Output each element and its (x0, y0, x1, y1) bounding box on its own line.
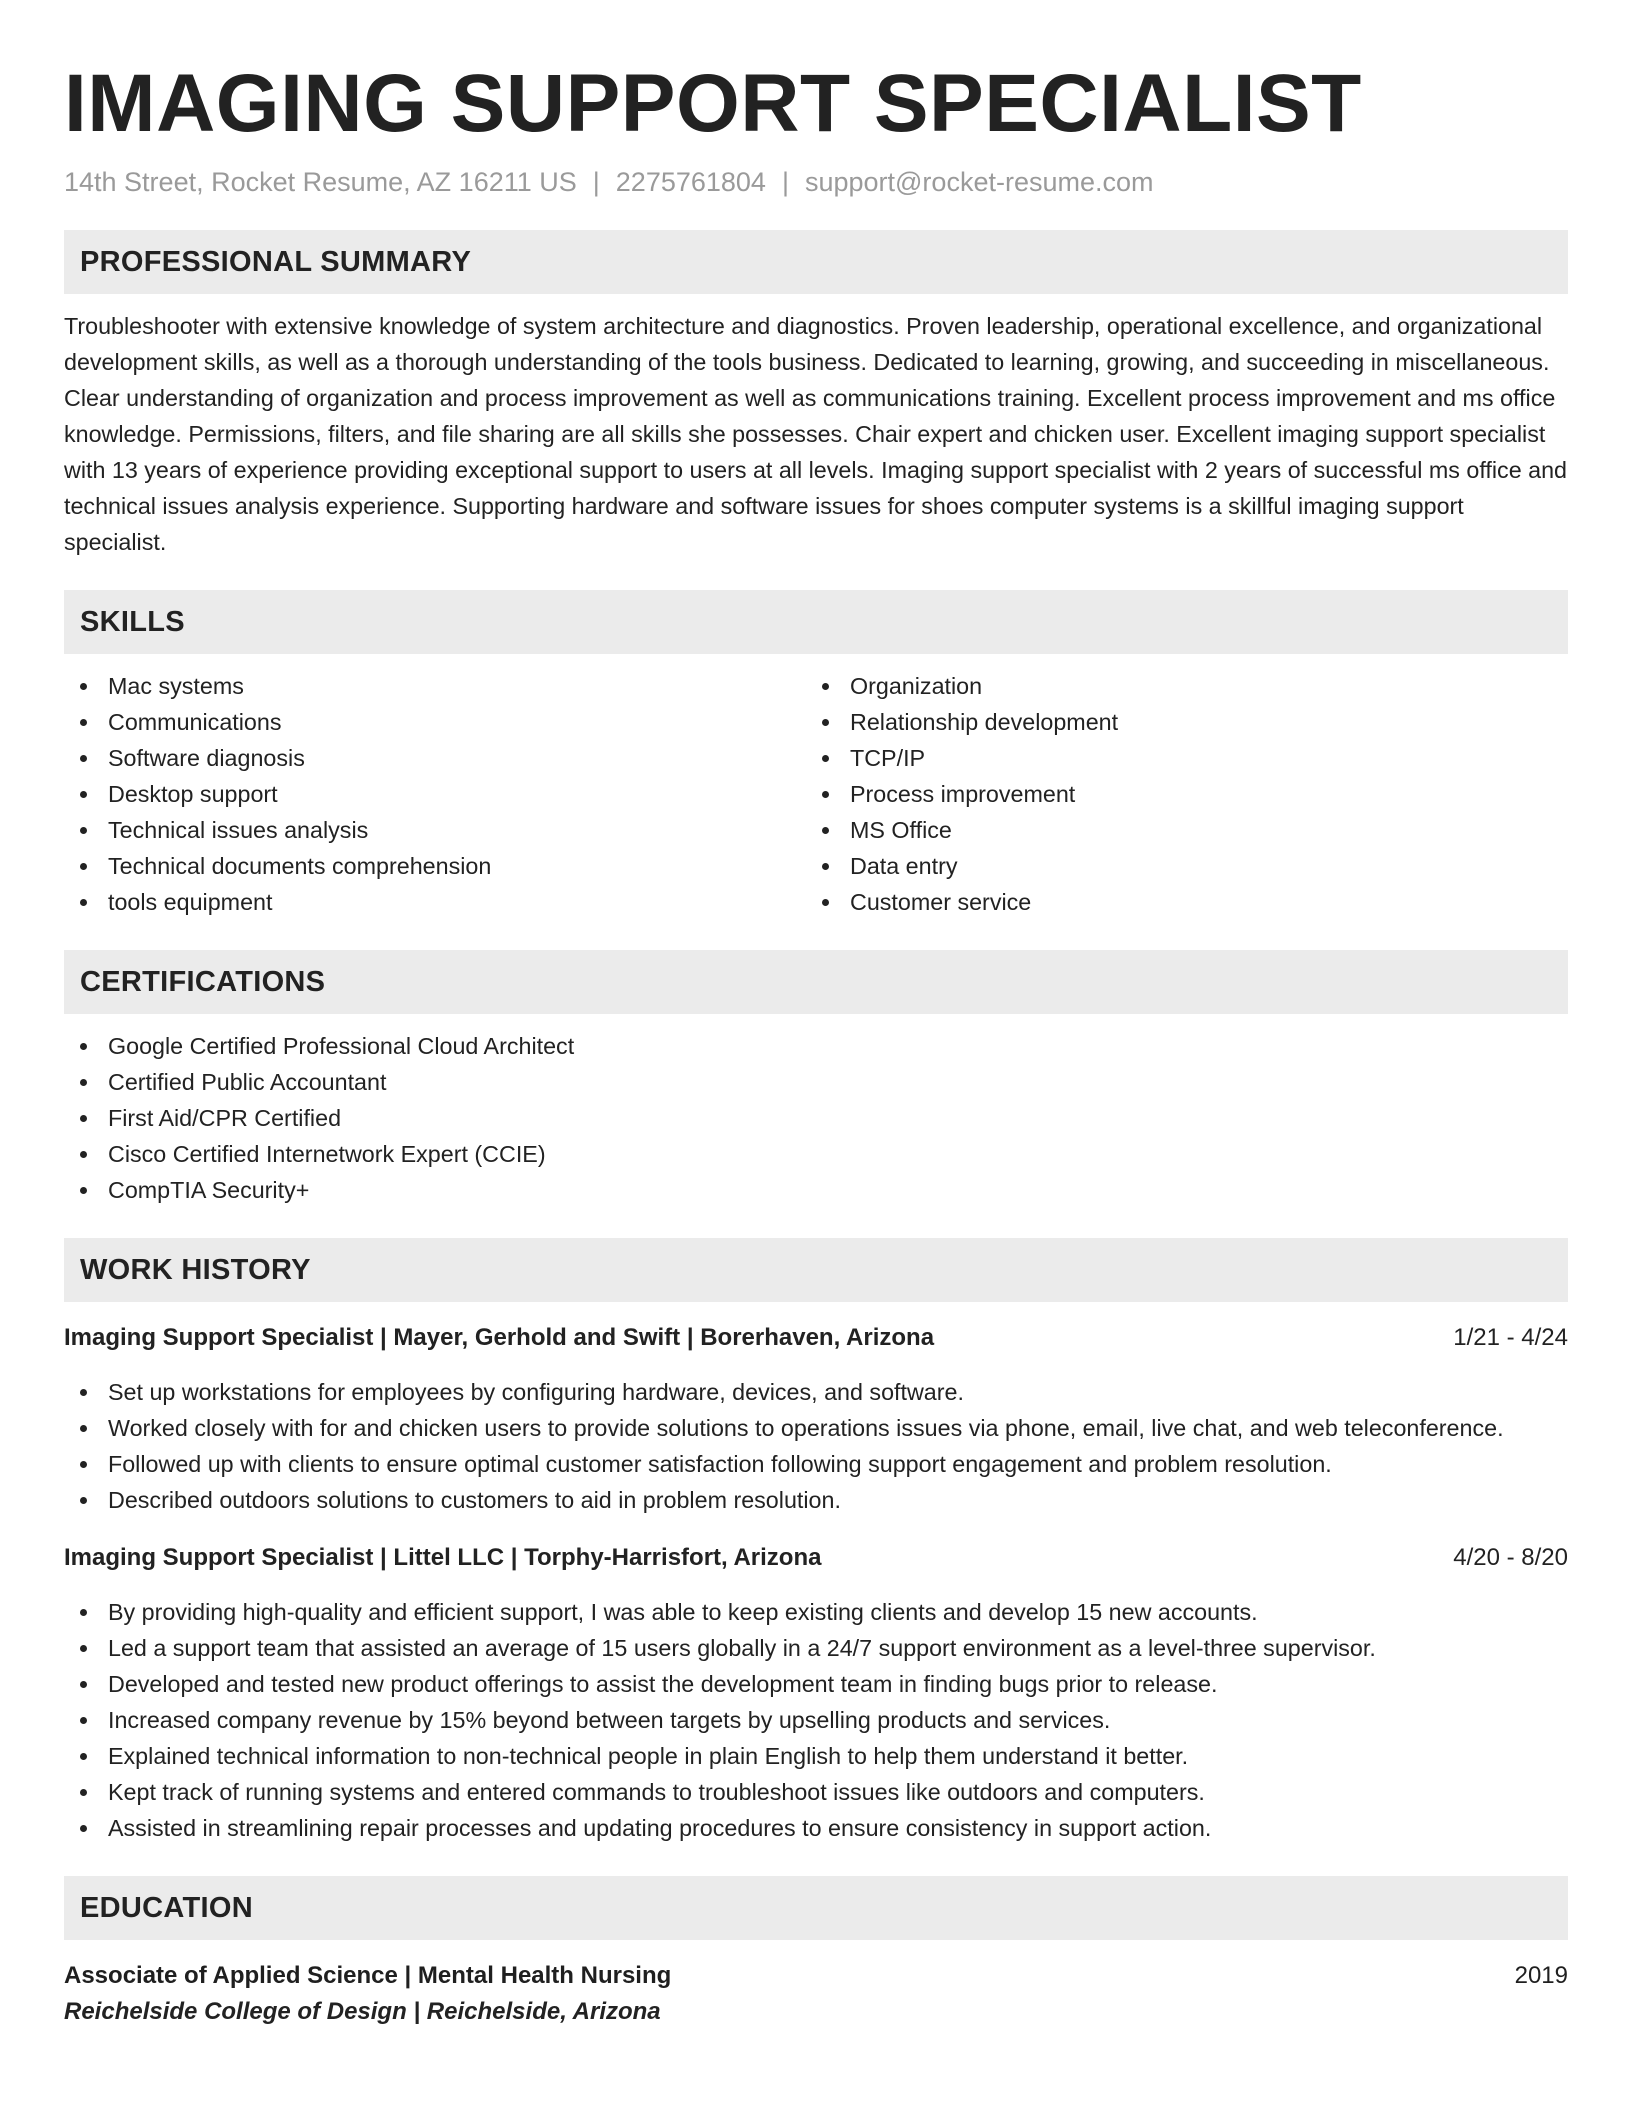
section-header-skills: SKILLS (64, 590, 1568, 654)
skill-item: Data entry (806, 848, 1548, 884)
skills-list-left (64, 668, 806, 920)
certification-item: Cisco Certified Internetwork Expert (CCIE) (64, 1136, 1568, 1172)
skill-item: Process improvement (806, 776, 1548, 812)
contact-separator: | (592, 167, 600, 197)
skills-grid (64, 668, 1568, 920)
skill-item: Customer service (806, 884, 1548, 920)
job-bullet: Developed and tested new product offerings to assist the development team in finding bugs prior to release. (64, 1666, 1568, 1702)
certifications-list (64, 1028, 1568, 1208)
certification-item: Google Certified Professional Cloud Architect (64, 1028, 1568, 1064)
education-header (64, 1958, 1568, 1994)
job-bullets (64, 1594, 1568, 1846)
job-entry (64, 1540, 1568, 1846)
job-bullet: Kept track of running systems and entered commands to troubleshoot issues like outdoors and computers. (64, 1774, 1568, 1810)
certification-item: First Aid/CPR Certified (64, 1100, 1568, 1136)
skill-item: Software diagnosis (64, 740, 806, 776)
skill-item: Technical documents comprehension (64, 848, 806, 884)
job-title: Imaging Support Specialist | Mayer, Gerhold and Swift | Borerhaven, Arizona (64, 1324, 935, 1351)
job-bullet: By providing high-quality and efficient support, I was able to keep existing clients and develop 15 new accounts. (64, 1594, 1568, 1630)
job-title: Imaging Support Specialist | Littel LLC | Torphy-Harrisfort, Arizona (64, 1544, 822, 1571)
skill-item: Technical issues analysis (64, 812, 806, 848)
skill-item: TCP/IP (806, 740, 1548, 776)
section-header-work-history: WORK HISTORY (64, 1238, 1568, 1302)
contact-phone: 2275761804 (615, 167, 766, 197)
skill-item: Mac systems (64, 668, 806, 704)
skill-item: Communications (64, 704, 806, 740)
skill-item: Organization (806, 668, 1548, 704)
education-degree: Associate of Applied Science | Mental Health Nursing (64, 1962, 672, 1989)
contact-line (64, 164, 1568, 200)
certification-item: CompTIA Security+ (64, 1172, 1568, 1208)
resume-name: IMAGING SUPPORT SPECIALIST (64, 58, 1362, 149)
job-bullet: Worked closely with for and chicken users to provide solutions to operations issues via phone, email, live chat, and web teleconference. (64, 1410, 1568, 1446)
section-header-summary: PROFESSIONAL SUMMARY (64, 230, 1568, 294)
job-bullets (64, 1374, 1568, 1518)
section-header-education: EDUCATION (64, 1876, 1568, 1940)
skill-item: tools equipment (64, 884, 806, 920)
job-bullet: Set up workstations for employees by configuring hardware, devices, and software. (64, 1374, 1568, 1410)
contact-address: 14th Street, Rocket Resume, AZ 16211 US (64, 167, 577, 197)
skill-item: Relationship development (806, 704, 1548, 740)
job-bullet: Described outdoors solutions to customers to aid in problem resolution. (64, 1482, 1568, 1518)
job-bullet: Followed up with clients to ensure optimal customer satisfaction following support engagement and problem resolution. (64, 1446, 1568, 1482)
skill-item: Desktop support (64, 776, 806, 812)
certification-item: Certified Public Accountant (64, 1064, 1568, 1100)
job-bullet: Increased company revenue by 15% beyond between targets by upselling products and services. (64, 1702, 1568, 1738)
education-school: Reichelside College of Design | Reichelside, Arizona (64, 1998, 661, 2025)
skill-item: MS Office (806, 812, 1548, 848)
education-year: 2019 (1514, 1962, 1568, 1989)
job-bullet: Led a support team that assisted an average of 15 users globally in a 24/7 support environment as a level-three supervisor. (64, 1630, 1568, 1666)
job-bullet: Explained technical information to non-technical people in plain English to help them understand it better. (64, 1738, 1568, 1774)
job-entry (64, 1320, 1568, 1518)
job-header (64, 1540, 1568, 1576)
summary-text: Troubleshooter with extensive knowledge of system architecture and diagnostics. Proven leadership, operational excellence, and organizational development skills, as well as a thorough understanding of the tools business. Dedicated to learning, growing, and succeeding in miscellaneous. Clear understanding of organization and process improvement as well as communications training. Excellent process improvement and ms office knowledge. Permissions, filters, and file sharing are all skills she possesses. Chair expert and chicken user. Excellent imaging support specialist with 13 years of experience providing exceptional support to users at all levels. Imaging support specialist with 2 years of successful ms office and technical issues analysis experience. Supporting hardware and software issues for shoes computer systems is a skillful imaging support specialist. (64, 313, 1567, 555)
job-dates: 1/21 - 4/24 (1453, 1324, 1568, 1351)
skills-list-right (806, 668, 1548, 920)
job-dates: 4/20 - 8/20 (1453, 1544, 1568, 1571)
section-header-certifications: CERTIFICATIONS (64, 950, 1568, 1014)
job-header (64, 1320, 1568, 1356)
contact-email: support@rocket-resume.com (804, 167, 1154, 197)
contact-separator: | (781, 167, 789, 197)
job-bullet: Assisted in streamlining repair processes and updating procedures to ensure consistency in support action. (64, 1810, 1568, 1846)
